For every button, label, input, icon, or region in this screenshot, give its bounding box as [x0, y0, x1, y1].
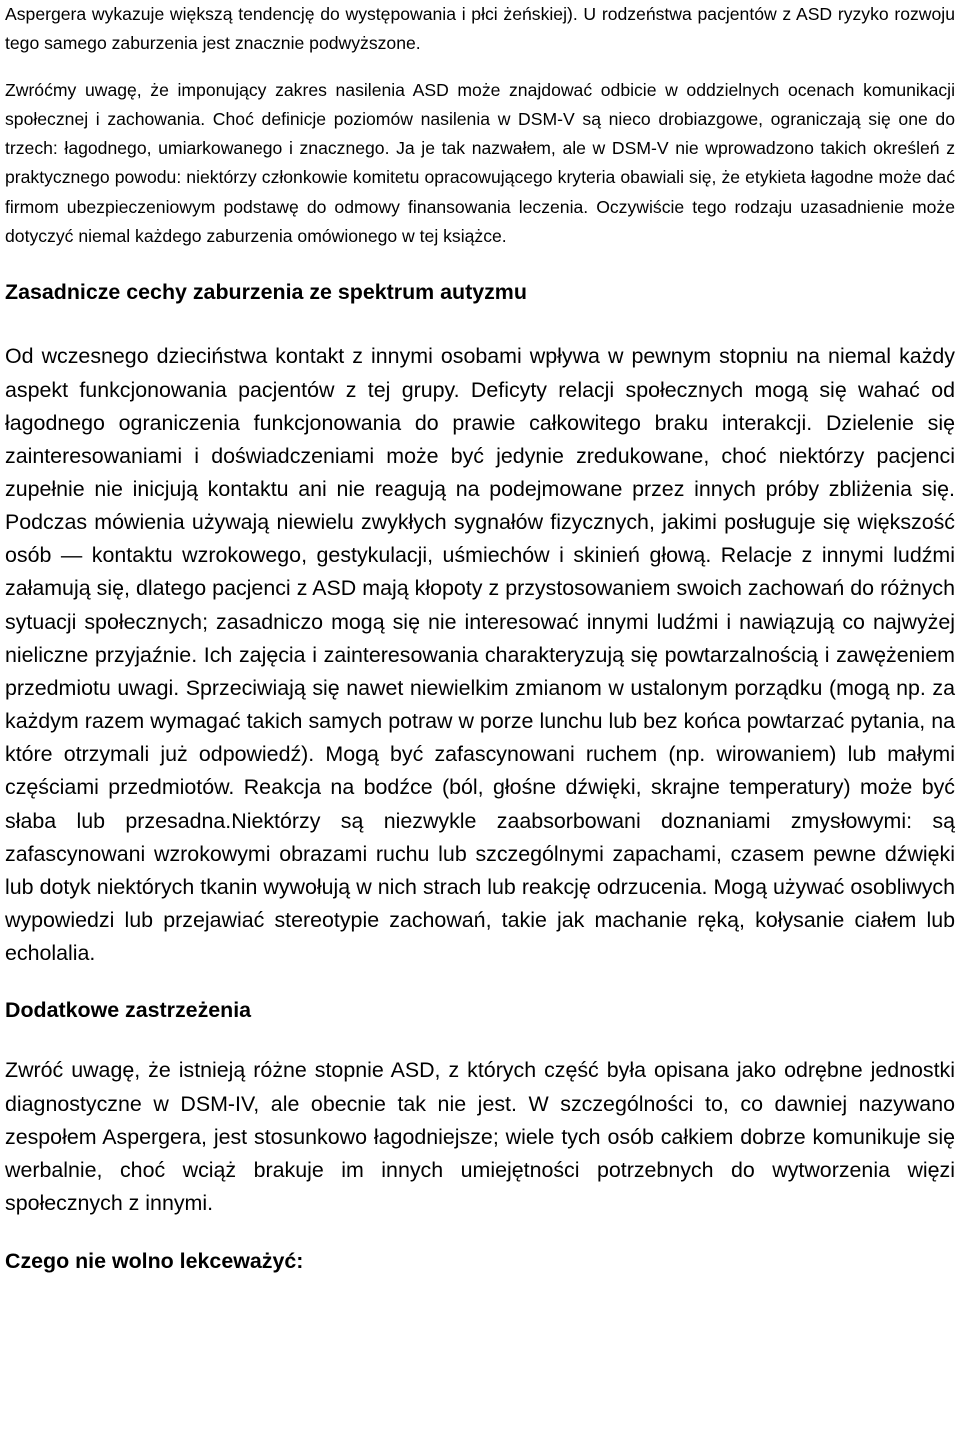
core-features-paragraph: Od wczesnego dzieciństwa kontakt z innymi osobami wpływa w pewnym stopniu na niemal każdy aspekt funkcjonowania pacjentów z tej grupy. Deficyty relacji społecznych mogą się wahać od łagodnego ograniczenia funkcjonowania do prawie całkowitego braku interakcji. Dzielenie się zainteresowaniami i doświadczeniami może być jedynie zredukowane, choć niektórzy pacjenci zupełnie nie inicjują kontaktu ani nie reagują na podejmowane przez innych próby zbliżenia się. Podczas mówienia używają niewielu zwykłych sygnałów fizycznych, jakimi posługuje się większość osób — kontaktu wzrokowego, gestykulacji, uśmiechów i skinień głową. Relacje z innymi ludźmi załamują się, dlatego pacjenci z ASD mają kłopoty z przystosowaniem swoich zachowań do różnych sytuacji społecznych; zasadniczo mogą się nie interesować innymi ludźmi i nawiązują co najwyżej nieliczne przyjaźnie. Ich zajęcia i zainteresowania charakteryzują się powtarzalnością i zawężeniem przedmiotu uwagi. Sprzeciwiają się nawet niewielkim zmianom w ustalonym porządku (mogą np. za każdym razem wymagać takich samych potraw w porze lunchu lub bez końca powtarzać pytania, na które otrzymali już odpowiedź). Mogą być zafascynowani ruchem (np. wirowaniem) lub małymi częściami przedmiotów. Reakcja na bodźce (ból, głośne dźwięki, skrajne temperatury) może być słaba lub przesadna.Niektórzy są niezwykle zaabsorbowani doznaniami zmysłowymi: są zafascynowani wzrokowymi obrazami ruchu lub szczególnymi zapachami, czasem pewne dźwięki lub dotyk niektórych tkanin wywołują w nich strach lub reakcję odrzucenia. Mogą używać osobliwych wypowiedzi lub przejawiać stereotypie zachowań, takie jak machanie ręką, kołysanie ciałem lub echolalia. [5, 344, 955, 966]
section-heading-additional-notes: Dodatkowe zastrzeżenia [5, 998, 252, 1023]
section-heading-prefix: Zasadnicze cechy [5, 280, 193, 305]
section-heading-accent: zaburzenia ze spektrum autyzmu [192, 280, 527, 305]
additional-notes-paragraph: Zwróć uwagę, że istnieją różne stopnie ASD, z których część była opisana jako odrębne jednostki diagnostyczne w DSM-IV, ale obecnie tak nie jest. W szczególności to, co dawniej nazywano zespołem Aspergera, jest stosunkowo łagodniejsze; wiele tych osób całkiem dobrze komunikuje się werbalnie, choć wciąż brakuje im innych umiejętności potrzebnych do wytworzenia więzi społecznych z innymi. [5, 1058, 955, 1215]
section-heading-core-features [5, 278, 955, 306]
intro-paragraph-1: Aspergera wykazuje większą tendencję do występowania i płci żeńskiej). U rodzeństwa pacjentów z ASD ryzyko rozwoju tego samego zaburzenia jest znacznie podwyższone. [5, 4, 955, 54]
document-page [5, 0, 955, 1275]
intro-paragraph-2: Zwróćmy uwagę, że imponujący zakres nasilenia ASD może znajdować odbicie w oddzielnych ocenach komunikacji społecznej i zachowania. Choć definicje poziomów nasilenia w DSM-V są nieco drobiazgowe, ograniczają się one do trzech: łagodnego, umiarkowanego i znacznego. Ja je tak nazwałem, ale w DSM-V nie wprowadzono takich określeń z praktycznego powodu: niektórzy członkowie komitetu opracowującego kryteria obawiali się, że etykieta łagodne może dać firmom ubezpieczeniowym podstawę do odmowy finansowania leczenia. Oczywiście tego rodzaju uzasadnienie może dotyczyć niemal każdego zaburzenia omówionego w tej książce. [5, 79, 955, 247]
section-heading-do-not-ignore: Czego nie wolno lekceważyć: [5, 1249, 304, 1274]
